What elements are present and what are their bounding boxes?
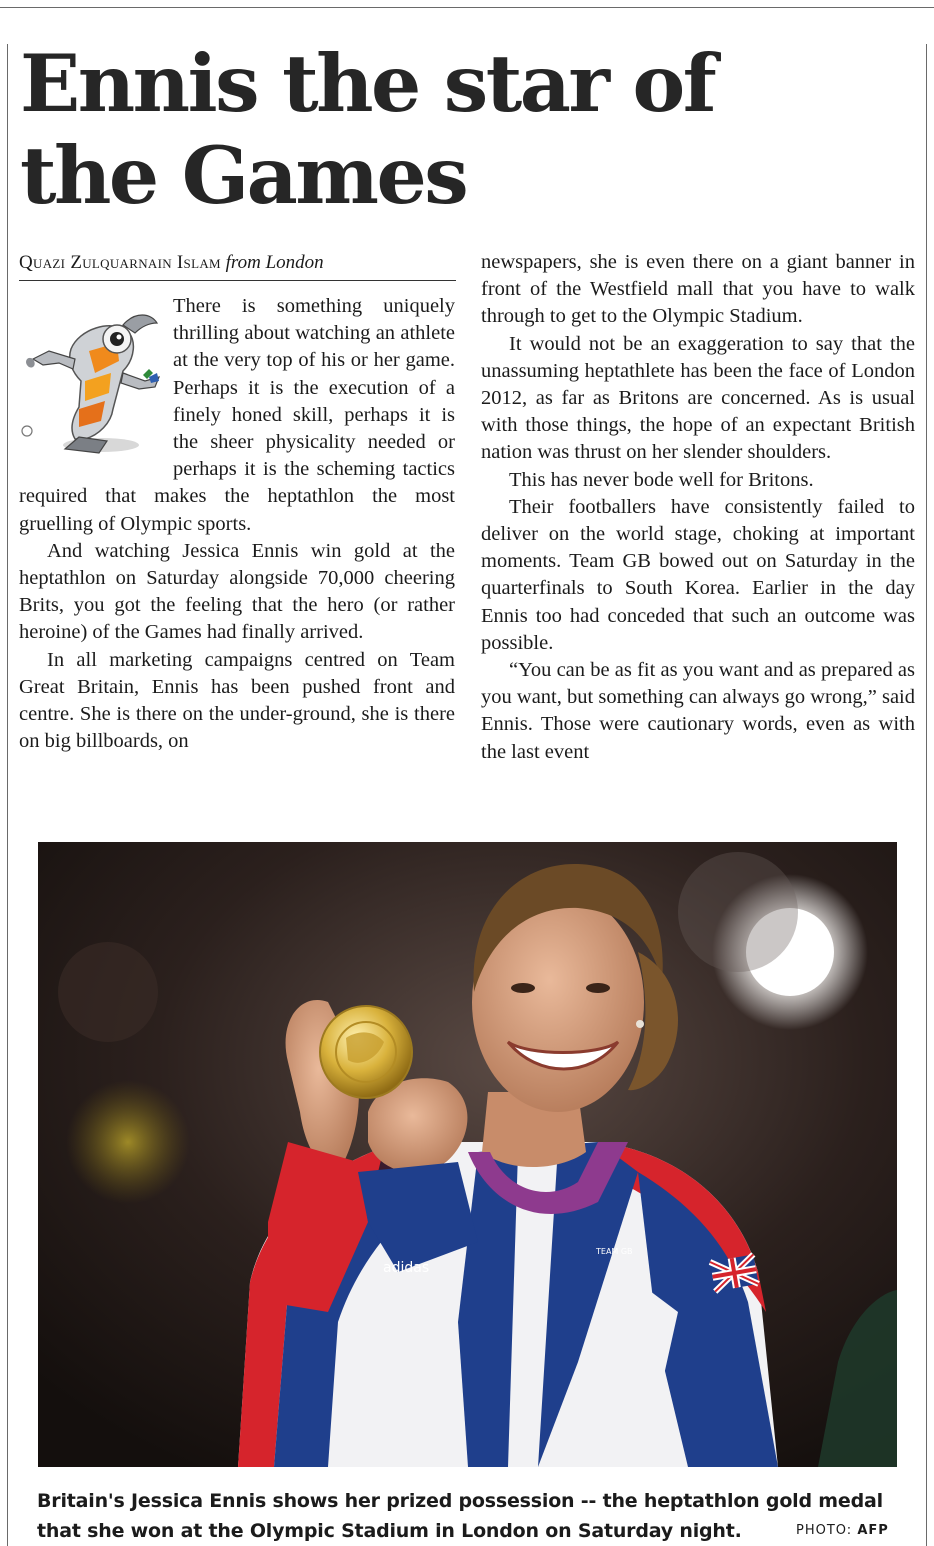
jacket-logo: adidas [383, 1260, 430, 1276]
photo-caption [37, 1486, 897, 1546]
paragraph: And watching Jessica Ennis win gold at the heptathlon on Saturday alongside 70,000 cheering Brits, you got the feeling that the hero (or rather heroine) of the Games had finally arrived. [19, 539, 455, 644]
byline-author: Quazi Zulquarnain Islam [19, 252, 221, 273]
top-rule [0, 7, 934, 8]
byline [19, 251, 459, 275]
paragraph: newspapers, she is even there on a giant banner in front of the Westfield mall that you have to walk through to get to the Olympic Stadium. [481, 251, 915, 328]
left-column-rule [7, 44, 8, 1546]
photo-credit-agency: AFP [857, 1523, 889, 1538]
paragraph: Their footballers have consistently failed to deliver on the world stage, choking at important moments. Team GB bowed out on Saturday in the quarterfinals to South Korea. Earlier in the day Ennis too had conceded that such an outcome was possible. [481, 495, 915, 654]
team-badge: TEAM GB [596, 1247, 633, 1256]
paragraph: It would not be an exaggeration to say that the unassuming heptathlete has been the face of London 2012, as far as Britons are concerned. As is usual with those things, the hope of an expectant British nation was thrust on her slender shoulders. [481, 332, 915, 464]
headline-line-1: Ennis the star of [20, 37, 715, 130]
photo-credit-label: PHOTO: [796, 1523, 853, 1538]
byline-rule [19, 280, 456, 281]
paragraph: This has never bode well for Britons. [509, 468, 814, 491]
right-column-rule [926, 44, 927, 1546]
article-column-left [19, 293, 455, 755]
caption-line-2: that she won at the Olympic Stadium in London on Saturday night. [37, 1520, 742, 1542]
headline-line-2: the Games [20, 129, 467, 222]
paragraph: There is something uniquely thrilling about watching an athlete at the very top of his or her game. Perhaps it is the execution of a finely honed skill, perhaps it is the sheer physicality needed or perhaps it is the scheming tactics required that makes the heptathlon the most gruelling of Olympic sports. [19, 295, 455, 535]
caption-line-1: Britain's Jessica Ennis shows her prized possession -- the heptathlon gold medal [37, 1490, 883, 1512]
paragraph: In all marketing campaigns centred on Team Great Britain, Ennis has been pushed front and centre. She is there on the under-ground, she is there on big billboards, on [19, 648, 455, 753]
olympic-mascot-illustration [19, 289, 165, 459]
article-column-right [481, 249, 915, 766]
athlete-photo-illustration [38, 842, 897, 1467]
photo-credit [796, 1523, 889, 1539]
headline [20, 38, 900, 222]
byline-location: from London [225, 252, 324, 273]
paragraph: “You can be as fit as you want and as prepared as you want, but something can always go wrong,” said Ennis. Those were cautionary words, even as with the last event [481, 659, 915, 763]
article-photo [38, 842, 897, 1467]
